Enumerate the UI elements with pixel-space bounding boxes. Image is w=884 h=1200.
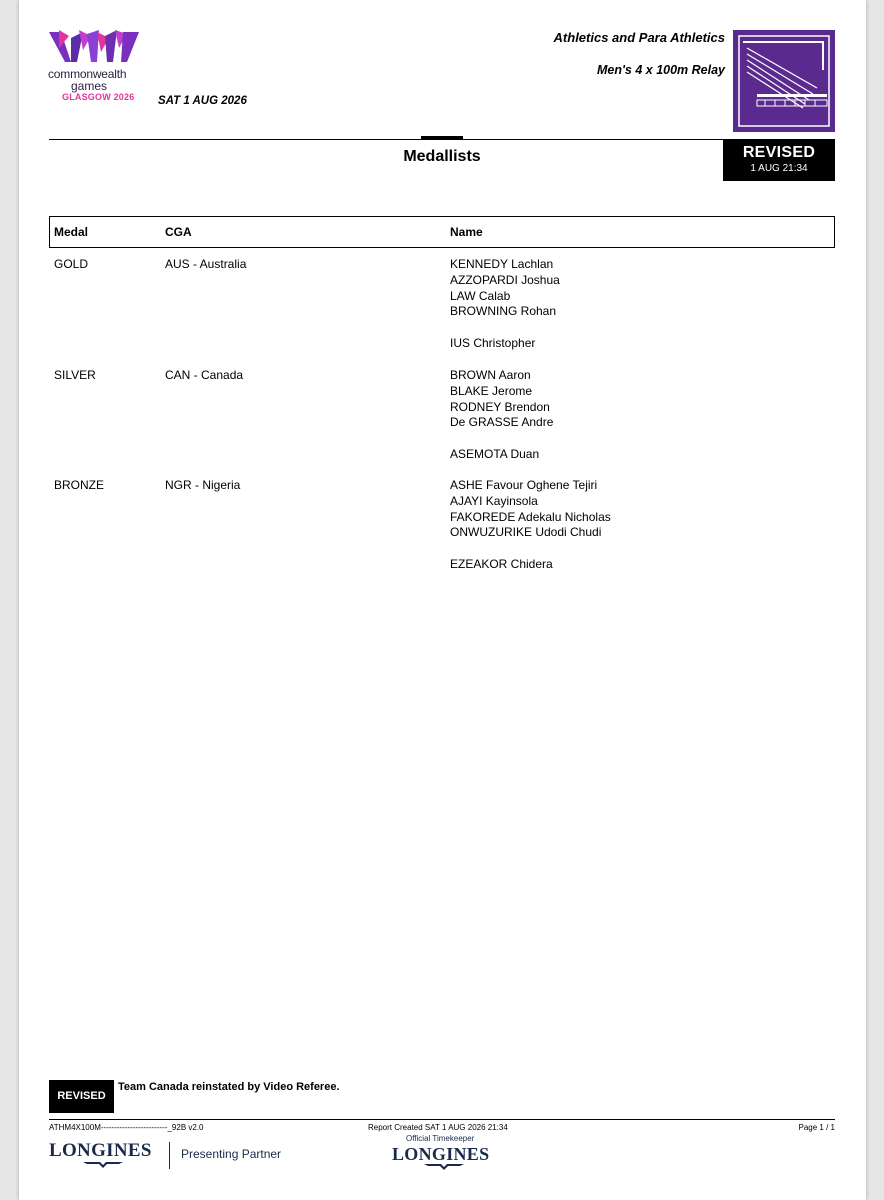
medal-cell: GOLD — [54, 257, 89, 271]
athlete-name: BLAKE Jerome — [450, 383, 533, 398]
athletics-track-pictogram — [733, 30, 835, 132]
athlete-name: ASHE Favour Oghene Tejiri — [450, 478, 598, 492]
athlete-list — [450, 478, 611, 573]
reserve-athlete-name: IUS Christopher — [450, 335, 536, 350]
athlete-name: FAKOREDE Adekalu Nicholas — [450, 509, 611, 524]
medal-cell: SILVER — [54, 368, 96, 382]
list-spacer — [450, 541, 611, 557]
column-header-medal: Medal — [54, 225, 89, 239]
longines-wings-icon — [83, 1161, 123, 1169]
athlete-name: RODNEY Brendon — [450, 399, 550, 414]
commonwealth-games-logo — [47, 28, 141, 68]
document-code: ATHM4X100M-------------------------_92B v2.0 — [49, 1123, 204, 1132]
footer-divider — [49, 1119, 835, 1120]
longines-timekeeper-logo: LONGINES — [392, 1144, 490, 1164]
athlete-name: AJAYI Kayinsola — [450, 493, 538, 508]
athlete-list — [450, 257, 560, 352]
report-title: Medallists — [403, 148, 481, 165]
report-created-timestamp: Report Created SAT 1 AUG 2026 21:34 — [368, 1123, 508, 1132]
revised-badge-label: REVISED — [742, 144, 816, 161]
athlete-name: ONWUZURIKE Udodi Chudi — [450, 525, 602, 540]
longines-logo: LONGINES — [49, 1140, 152, 1161]
list-spacer — [450, 431, 553, 447]
athlete-name: LAW Calab — [450, 288, 511, 303]
athlete-list — [450, 368, 553, 463]
athlete-name: BROWNING Rohan — [450, 304, 557, 319]
revision-note: Team Canada reinstated by Video Referee. — [118, 1081, 340, 1093]
revised-badge — [723, 140, 835, 181]
page-number: Page 1 / 1 — [798, 1123, 835, 1132]
reserve-athlete-name: ASEMOTA Duan — [450, 446, 540, 461]
partner-divider — [169, 1142, 170, 1169]
official-timekeeper-label: Official Timekeeper — [406, 1134, 475, 1143]
footer-revised-badge: REVISED — [49, 1080, 114, 1113]
brand-name: commonwealth — [48, 67, 127, 81]
reserve-athlete-name: EZEAKOR Chidera — [450, 556, 553, 571]
athlete-name: AZZOPARDI Joshua — [450, 272, 560, 287]
longines-wings-icon — [424, 1163, 464, 1171]
medal-cell: BRONZE — [54, 478, 105, 492]
list-spacer — [450, 320, 560, 336]
event-date: SAT 1 AUG 2026 — [158, 95, 247, 107]
table-header — [49, 216, 835, 248]
results-document-page — [19, 0, 866, 1200]
sport-title: Athletics and Para Athletics — [553, 30, 725, 45]
event-title: Men's 4 x 100m Relay — [596, 63, 725, 77]
cga-cell: NGR - Nigeria — [165, 478, 241, 492]
athlete-name: De GRASSE Andre — [450, 415, 554, 430]
cga-cell: CAN - Canada — [165, 368, 244, 382]
column-header-cga: CGA — [165, 225, 192, 239]
presenting-partner-label: Presenting Partner — [181, 1147, 282, 1161]
revised-timestamp: 1 AUG 21:34 — [750, 163, 808, 174]
brand-name-second-line: games — [71, 79, 108, 93]
athlete-name: BROWN Aaron — [450, 368, 531, 382]
athlete-name: KENNEDY Lachlan — [450, 257, 554, 271]
column-header-name: Name — [450, 225, 483, 239]
games-edition: GLASGOW 2026 — [62, 92, 135, 102]
header-divider-accent — [421, 136, 463, 140]
cga-cell: AUS - Australia — [165, 257, 247, 271]
